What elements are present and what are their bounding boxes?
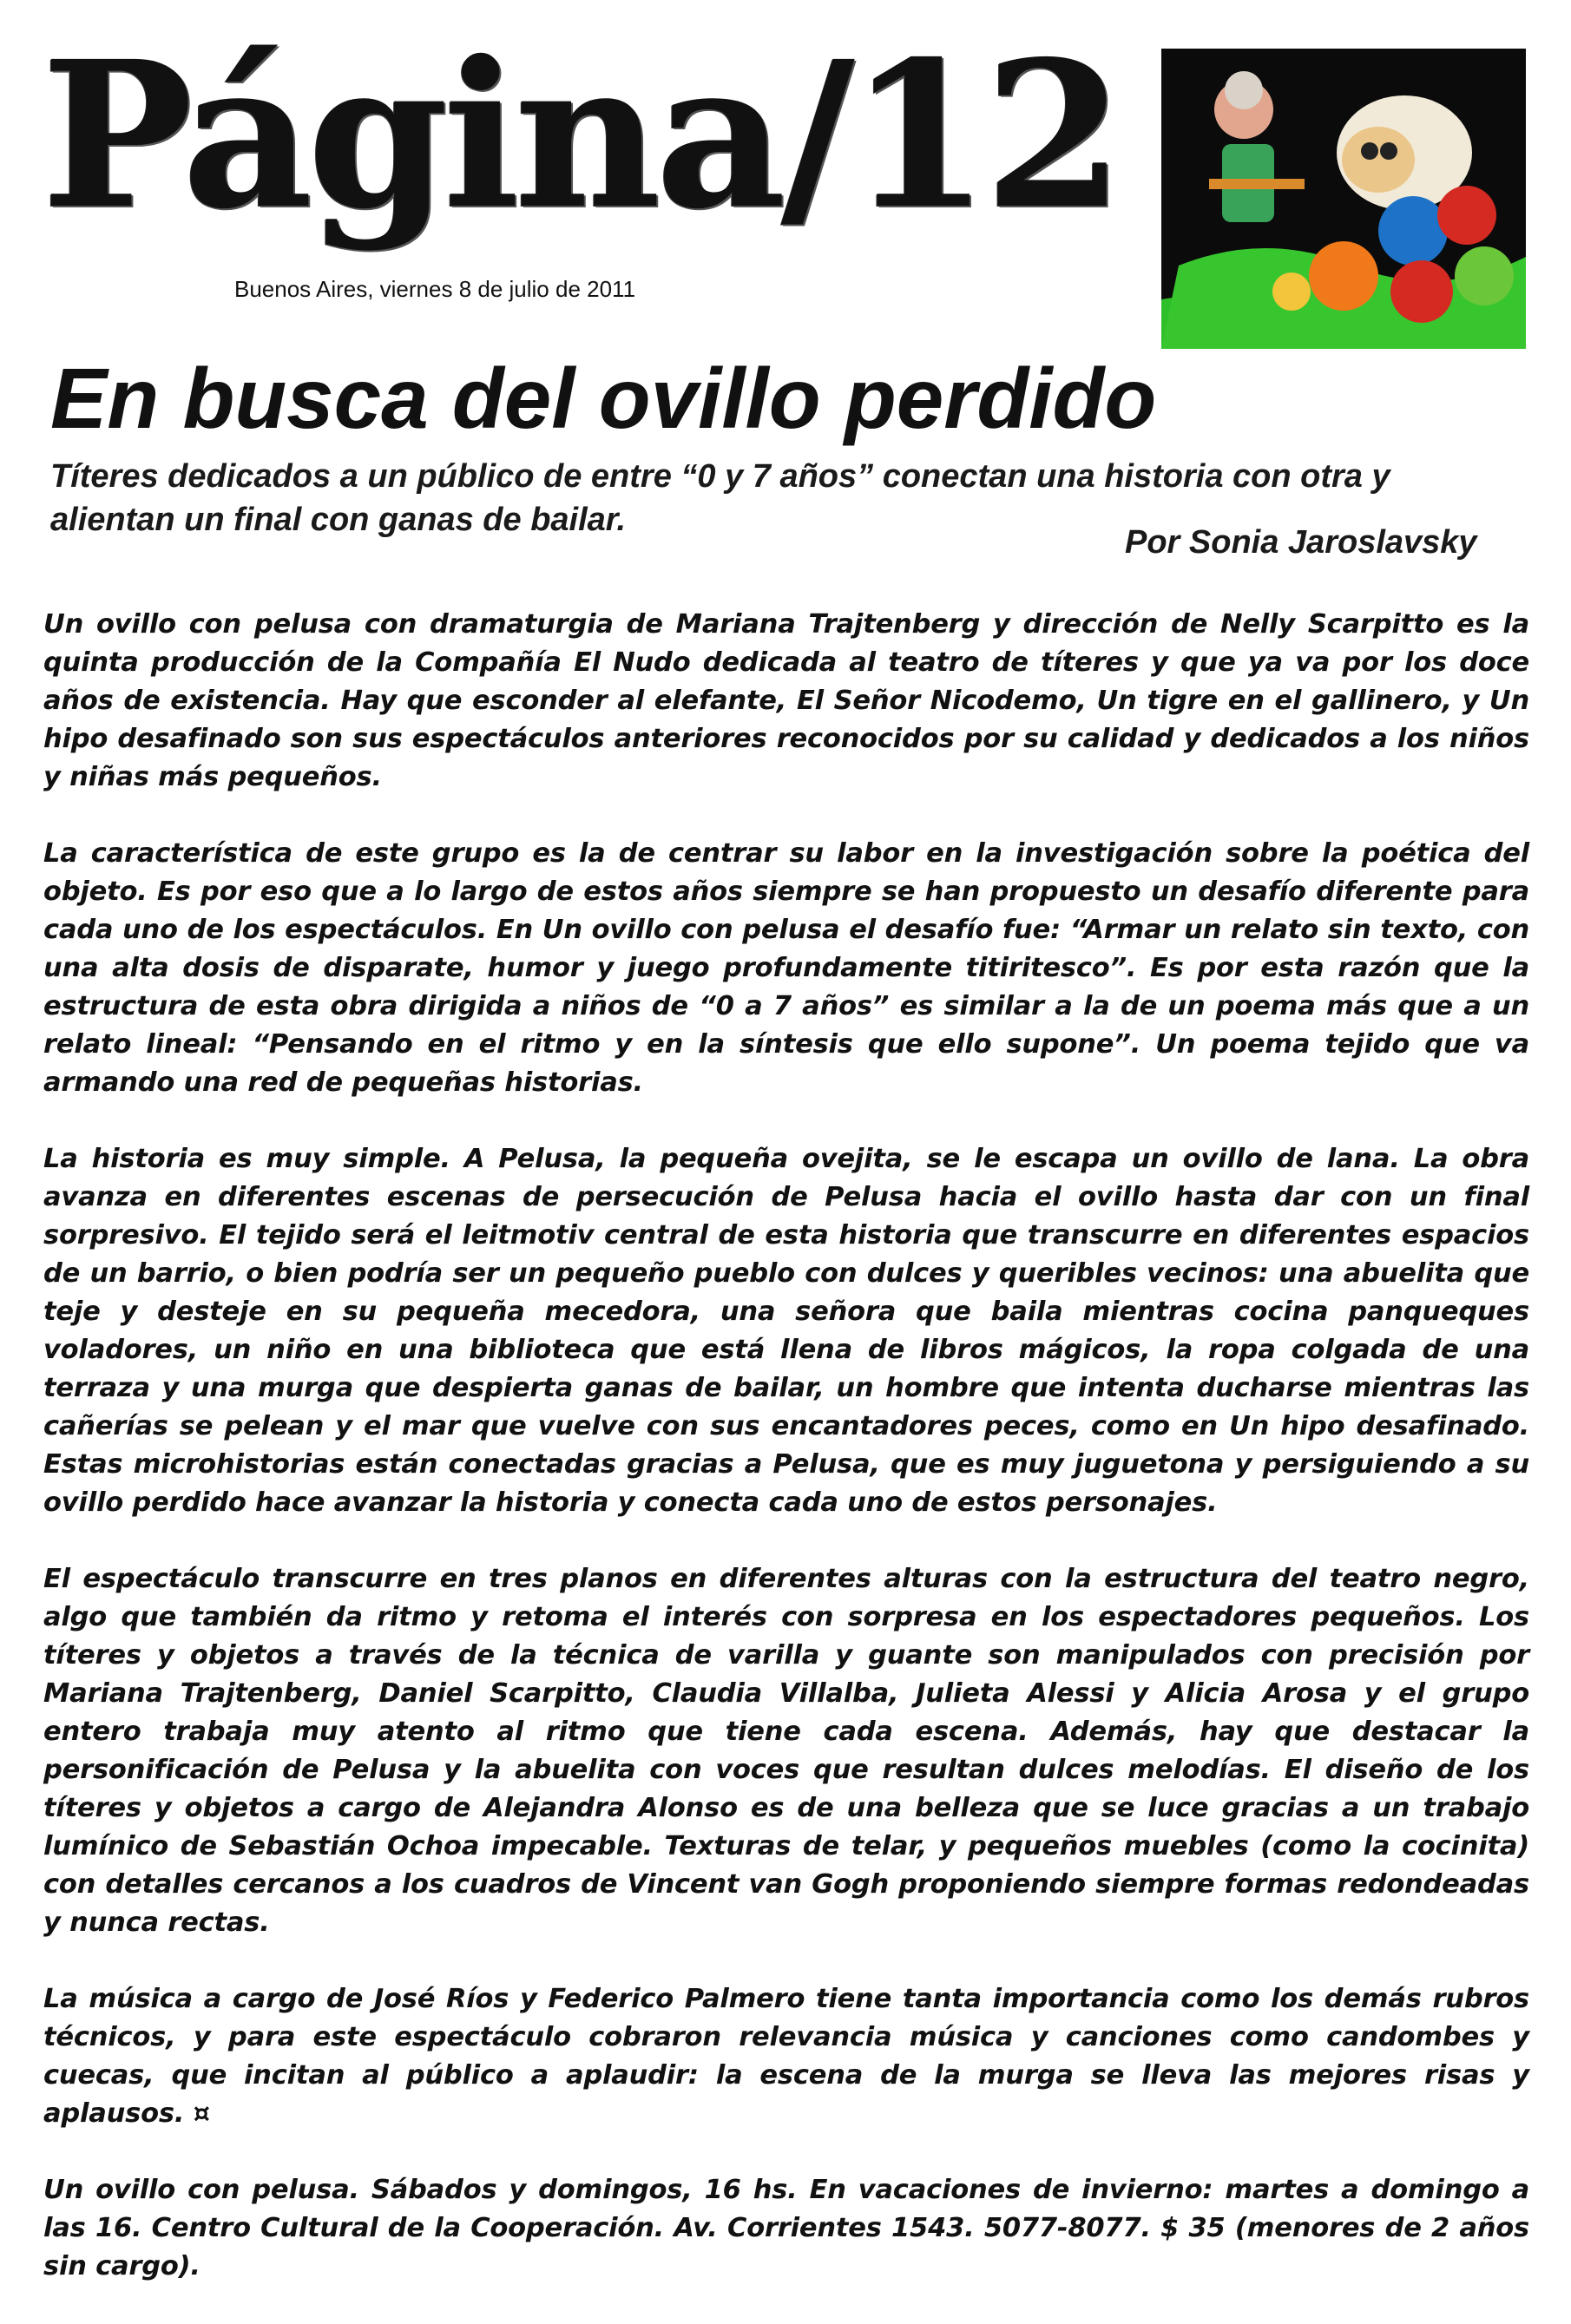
article-byline: Por Sonia Jaroslavsky [1125,524,1477,561]
puppet-photo-icon [1161,49,1526,349]
newspaper-masthead: Página/12 [42,16,1120,253]
article-subhead: Títeres dedicados a un público de entre “0 y 7 años” conectan una historia con otra y alientan un final con ganas de bailar. [50,458,1390,538]
article-headline: En busca del ovillo perdido [50,351,1157,446]
article-paragraph: Un ovillo con pelusa. Sábados y domingos, 16 hs. En vacaciones de invierno: martes a domingo a las 16. Centro Cultural de la Cooperación. Av. Corrientes 1543. 5077-8077. $ 35 (menores de 2 años sin cargo). [43,2175,1529,2281]
article-photo [1161,49,1526,349]
article-body [43,606,1529,2324]
article-paragraph: La música a cargo de José Ríos y Federico Palmero tiene tanta importancia como los demás rubros técnicos, y para este espectáculo cobraron relevancia música y canciones como candombes y cuecas, que incitan al público a aplaudir: la escena de la murga se lleva las mejores risas y aplausos. ¤ [43,1984,1529,2129]
article-paragraph: Un ovillo con pelusa con dramaturgia de Mariana Trajtenberg y dirección de Nelly Scarpitto es la quinta producción de la Compañía El Nudo dedicada al teatro de títeres y que ya va por los doce años de existencia. Hay que esconder al elefante, El Señor Nicodemo, Un tigre en el gallinero, y Un hipo desafinado son sus espectáculos anteriores reconocidos por su calidad y dedicados a los niños y niñas más pequeños. [43,609,1529,792]
article-paragraph: El espectáculo transcurre en tres planos en diferentes alturas con la estructura del teatro negro, algo que también da ritmo y retoma el interés con sorpresa en los espectadores pequeños. Los títeres y objetos a través de la técnica de varilla y guante son manipulados con precisión por Mariana Trajtenberg, Daniel Scarpitto, Claudia Villalba, Julieta Alessi y Alicia Arosa y el grupo entero trabaja muy atento al ritmo que tiene cada escena. Además, hay que destacar la personificación de Pelusa y la abuelita con voces que resultan dulces melodías. El diseño de los títeres y objetos a cargo de Alejandra Alonso es de una belleza que se luce gracias a un trabajo lumínico de Sebastián Ochoa impecable. Texturas de telar, y pequeños muebles (como la cocinita) con detalles cercanos a los cuadros de Vincent van Gogh proponiendo siempre formas redondeadas y nunca rectas. [43,1564,1529,1938]
dateline: Buenos Aires, viernes 8 de julio de 2011 [234,276,636,302]
article-paragraph: La historia es muy simple. A Pelusa, la pequeña ovejita, se le escapa un ovillo de lana. La obra avanza en diferentes escenas de persecución de Pelusa hacia el ovillo hasta dar con un final sorpresivo. El tejido será el leitmotiv central de esta historia que transcurre en diferentes espacios de un barrio, o bien podría ser un pequeño pueblo con dulces y queribles vecinos: una abuelita que teje y desteje en su pequeña mecedora, una señora que baila mientras cocina panqueques voladores, un niño en una biblioteca que está llena de libros mágicos, la ropa colgada de una terraza y una murga que despierta ganas de bailar, un hombre que intenta ducharse mientras las cañerías se pelean y el mar que vuelve con sus encantadores peces, como en Un hipo desafinado. Estas microhistorias están conectadas gracias a Pelusa, que es muy juguetona y persiguiendo a su ovillo perdido hace avanzar la historia y conecta cada uno de estos personajes. [43,1144,1529,1518]
article-paragraph: La característica de este grupo es la de centrar su labor en la investigación sobre la poética del objeto. Es por eso que a lo largo de estos años siempre se han propuesto un desafío diferente para cada uno de los espectáculos. En Un ovillo con pelusa el desafío fue: “Armar un relato sin texto, con una alta dosis de disparate, humor y juego profundamente titiritesco”. Es por esta razón que la estructura de esta obra dirigida a niños de “0 a 7 años” es similar a la de un poema más que a un relato lineal: “Pensando en el ritmo y en la síntesis que ello supone”. Un poema tejido que va armando una red de pequeñas historias. [43,838,1529,1098]
